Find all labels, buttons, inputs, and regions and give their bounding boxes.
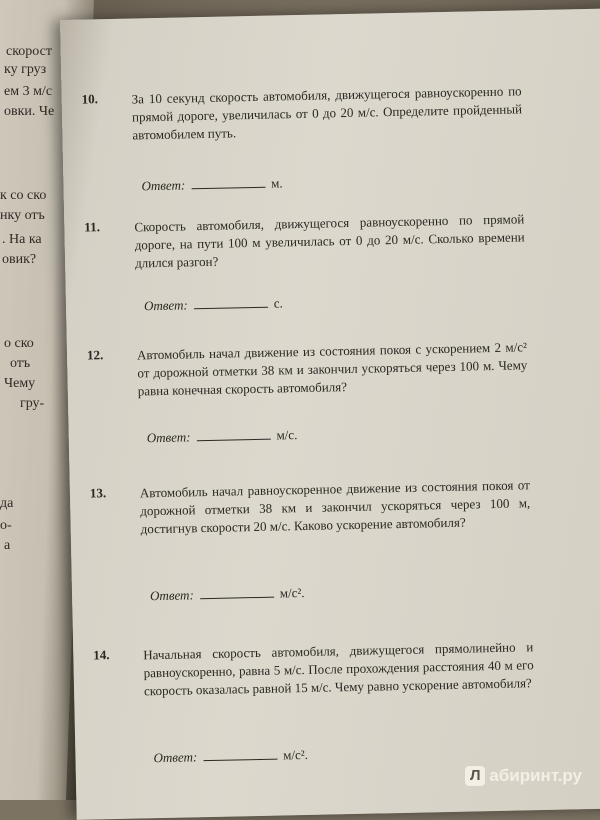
left-fragment: . На ка bbox=[2, 232, 42, 247]
answer-line bbox=[141, 175, 283, 194]
answer-label: Ответ: bbox=[153, 749, 198, 766]
labirint-logo-icon: Л bbox=[465, 766, 485, 786]
problem-text: Автомобиль начал движение из состояния покоя с ускорением 2 м/с² от дорожной отметки 38 км и закончил ускоряться через 100 м. Чему равна конечная скорость автомобиля? bbox=[136, 339, 528, 399]
left-fragment: ем 3 м/с bbox=[4, 84, 53, 99]
left-fragment: Чему bbox=[4, 376, 36, 391]
answer-unit: м/с². bbox=[283, 746, 309, 763]
answer-line bbox=[150, 585, 305, 604]
problem-text: Начальная скорость автомобиля, движущегося прямолинейно и равноускоренно, равна 5 м/с. После прохождения расстояния 40 м его скорость оказалась равной 15 м/с. Чему равно ускорение автомобиля? bbox=[143, 639, 534, 699]
answer-blank[interactable] bbox=[203, 759, 277, 762]
workbook-page bbox=[60, 8, 600, 820]
problem-text: Скорость автомобиля, движущегося равноускоренно по прямой дороге, на пути 100 м увеличилась от 0 до 20 м/с. Сколько времени длился разгон? bbox=[134, 211, 525, 271]
problem-13 bbox=[89, 477, 531, 604]
problem-number: 12. bbox=[86, 347, 104, 363]
answer-unit: м. bbox=[271, 175, 283, 191]
answer-unit: с. bbox=[273, 295, 283, 311]
problem-12 bbox=[86, 339, 528, 446]
problem-number: 10. bbox=[81, 91, 99, 107]
answer-unit: м/с. bbox=[276, 427, 298, 443]
left-fragment: гру- bbox=[20, 396, 45, 411]
left-fragment: скорост bbox=[6, 44, 52, 59]
answer-label: Ответ: bbox=[141, 177, 186, 194]
left-fragment: о ско bbox=[4, 336, 34, 351]
left-fragment: овик? bbox=[2, 252, 37, 267]
answer-blank[interactable] bbox=[194, 307, 268, 310]
left-fragment: да bbox=[0, 496, 14, 511]
problem-14 bbox=[93, 639, 534, 766]
answer-line bbox=[147, 427, 298, 446]
answer-label: Ответ: bbox=[149, 587, 194, 604]
answer-blank[interactable] bbox=[191, 187, 265, 190]
problem-11 bbox=[84, 211, 525, 314]
watermark-text: абиринт.ру bbox=[489, 766, 582, 785]
problem-10 bbox=[81, 83, 523, 194]
answer-unit: м/с². bbox=[279, 585, 305, 601]
answer-label: Ответ: bbox=[146, 429, 191, 446]
left-fragment: нку отъ bbox=[0, 208, 45, 223]
left-fragment: овки. Че bbox=[4, 104, 55, 119]
left-fragment: ку груз bbox=[4, 62, 47, 77]
left-fragment: о- bbox=[0, 518, 12, 533]
labirint-watermark bbox=[465, 766, 582, 786]
answer-label: Ответ: bbox=[143, 297, 188, 314]
left-fragment: отъ bbox=[10, 356, 31, 371]
left-fragment: а bbox=[4, 538, 11, 553]
left-fragment: к со ско bbox=[0, 188, 47, 203]
problem-number: 14. bbox=[93, 647, 110, 663]
problem-number: 13. bbox=[89, 485, 107, 501]
problem-number: 11. bbox=[84, 219, 101, 235]
answer-blank[interactable] bbox=[200, 597, 274, 600]
answer-line bbox=[144, 295, 283, 314]
problem-text: За 10 секунд скорость автомобиля, движущегося равноускоренно по прямой дороге, увеличилась от 0 до 20 м/с. Определите пройденный автомобилем путь. bbox=[131, 83, 523, 143]
answer-line bbox=[153, 747, 308, 766]
answer-blank[interactable] bbox=[197, 439, 271, 442]
problem-text: Автомобиль начал равноускоренное движение из состояния покоя от дорожной отметки 38 км и закончил ускоряться через 100 м, достигнув скорости 20 м/с. Каково ускорение автомобиля? bbox=[139, 477, 531, 537]
